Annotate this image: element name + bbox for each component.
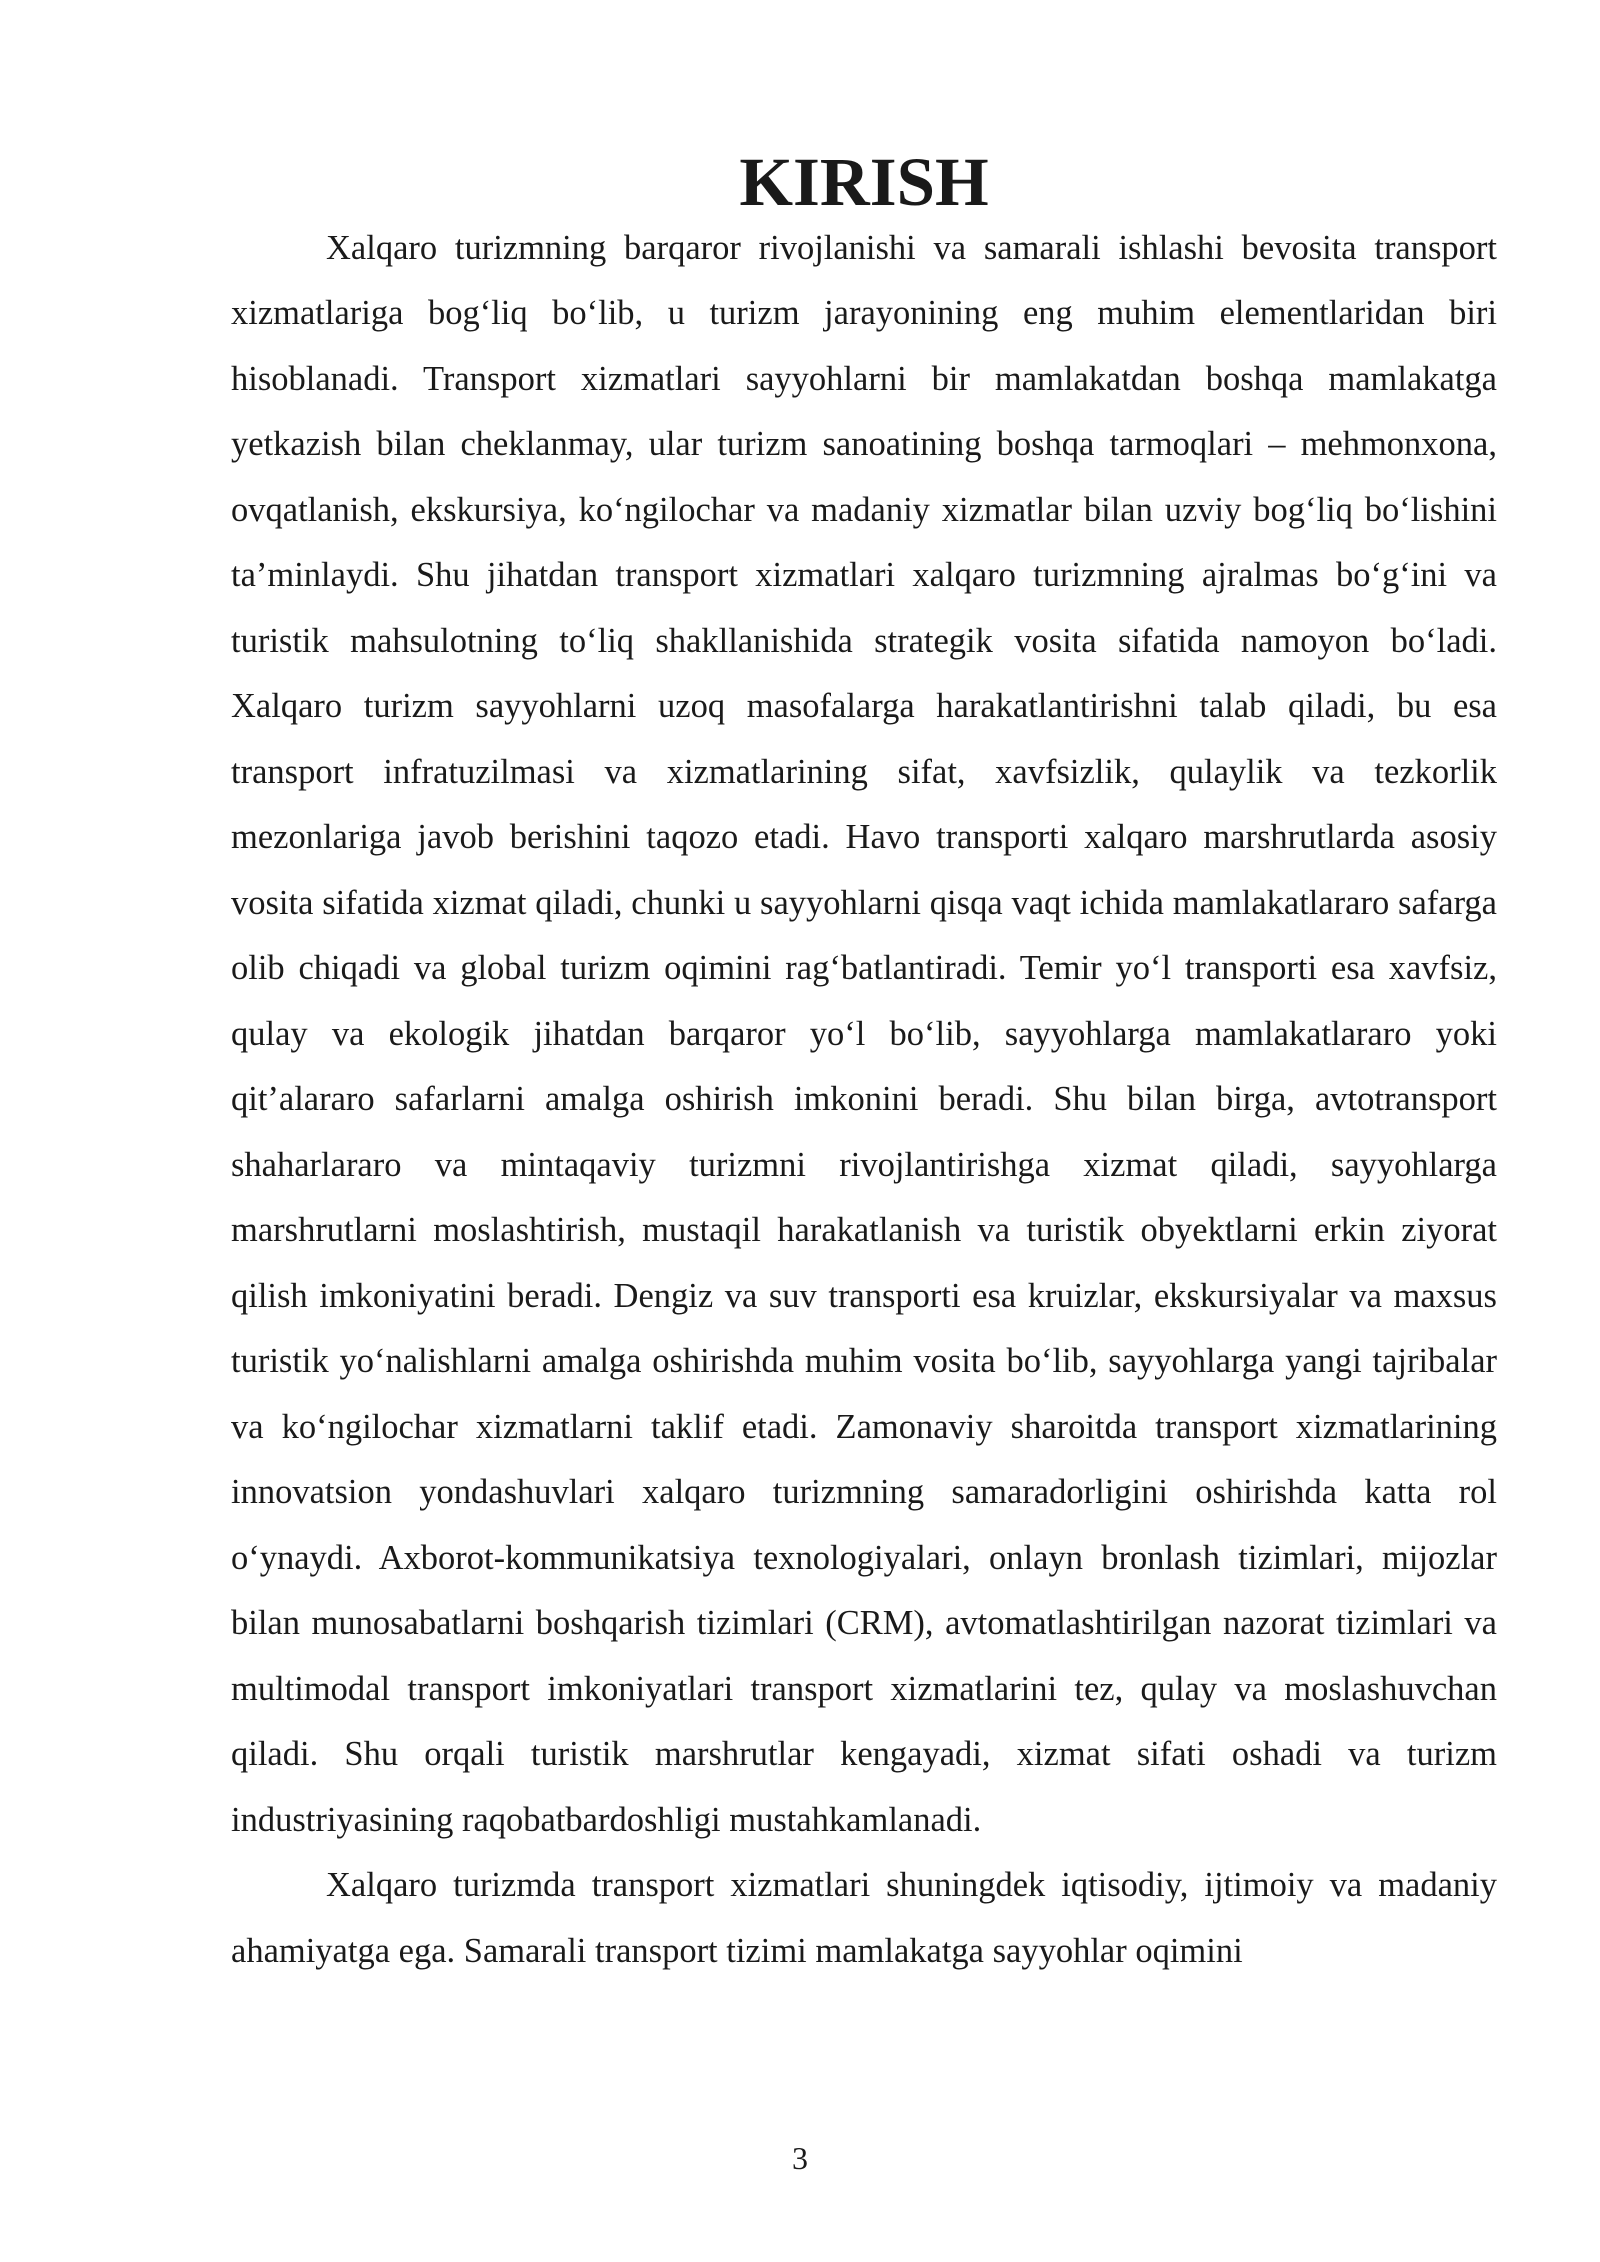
paragraph-1: Xalqaro turizmning barqaror rivojlanishi va samarali ishlashi bevosita transport xizmatlariga bog‘liq bo‘lib, u turizm jarayonining eng muhim elementlaridan biri hisoblanadi. Transport xizmatlari sayyohlarni bir mamlakatdan boshqa mamlakatga yetkazish bilan cheklanmay, ular turizm sanoatining boshqa tarmoqlari – mehmonxona, ovqatlanish, ekskursiya, ko‘ngilochar va madaniy xizmatlar bilan uzviy bog‘liq bo‘lishini ta’minlaydi. Shu jihatdan transport xizmatlari xalqaro turizmning ajralmas bo‘g‘ini va turistik mahsulotning to‘liq shakllanishida strategik vosita sifatida namoyon bo‘ladi. Xalqaro turizm sayyohlarni uzoq masofalarga harakatlantirishni talab qiladi, bu esa transport infratuzilmasi va xizmatlarining sifat, xavfsizlik, qulaylik va tezkorlik mezonlariga javob berishini taqozo etadi. Havo transporti xalqaro marshrutlarda asosiy vosita sifatida xizmat qiladi, chunki u sayyohlarni qisqa vaqt ichida mamlakatlararo safarga olib chiqadi va global turizm oqimini rag‘batlantiradi. Temir yo‘l transporti esa xavfsiz, qulay va ekologik jihatdan barqaror yo‘l bo‘lib, sayyohlarga mamlakatlararo yoki qit’alararo safarlarni amalga oshirish imkonini beradi. Shu bilan birga, avtotransport shaharlararo va mintaqaviy turizmni rivojlantirishga xizmat qiladi, sayyohlarga marshrutlarni moslashtirish, mustaqil harakatlanish va turistik obyektlarni erkin ziyorat qilish imkoniyatini beradi. Dengiz va suv transporti esa kruizlar, ekskursiyalar va maxsus turistik yo‘nalishlarni amalga oshirishda muhim vosita bo‘lib, sayyohlarga yangi tajribalar va ko‘ngilochar xizmatlarni taklif etadi. Zamonaviy sharoitda transport xizmatlarining innovatsion yondashuvlari xalqaro turizmning samaradorligini oshirishda katta rol o‘ynaydi. Axborot-kommunikatsiya texnologiyalari, onlayn bronlash tizimlari, mijozlar bilan munosabatlarni boshqarish tizimlari (CRM), avtomatlashtirilgan nazorat tizimlari va multimodal transport imkoniyatlari transport xizmatlarini tez, qulay va moslashuvchan qiladi. Shu orqali turistik marshrutlar kengayadi, xizmat sifati oshadi va turizm industriyasining raqobatbardoshligi mustahkamlanadi. <box>231 228 1497 1839</box>
section-title: KIRISH <box>739 144 989 220</box>
page-number: 3 <box>792 2140 808 2176</box>
paragraph-2: Xalqaro turizmda transport xizmatlari shuningdek iqtisodiy, ijtimoiy va madaniy ahamiyatga ega. Samarali transport tizimi mamlakatga sayyohlar oqimini <box>231 1866 1497 1970</box>
page-content <box>231 144 1497 1984</box>
